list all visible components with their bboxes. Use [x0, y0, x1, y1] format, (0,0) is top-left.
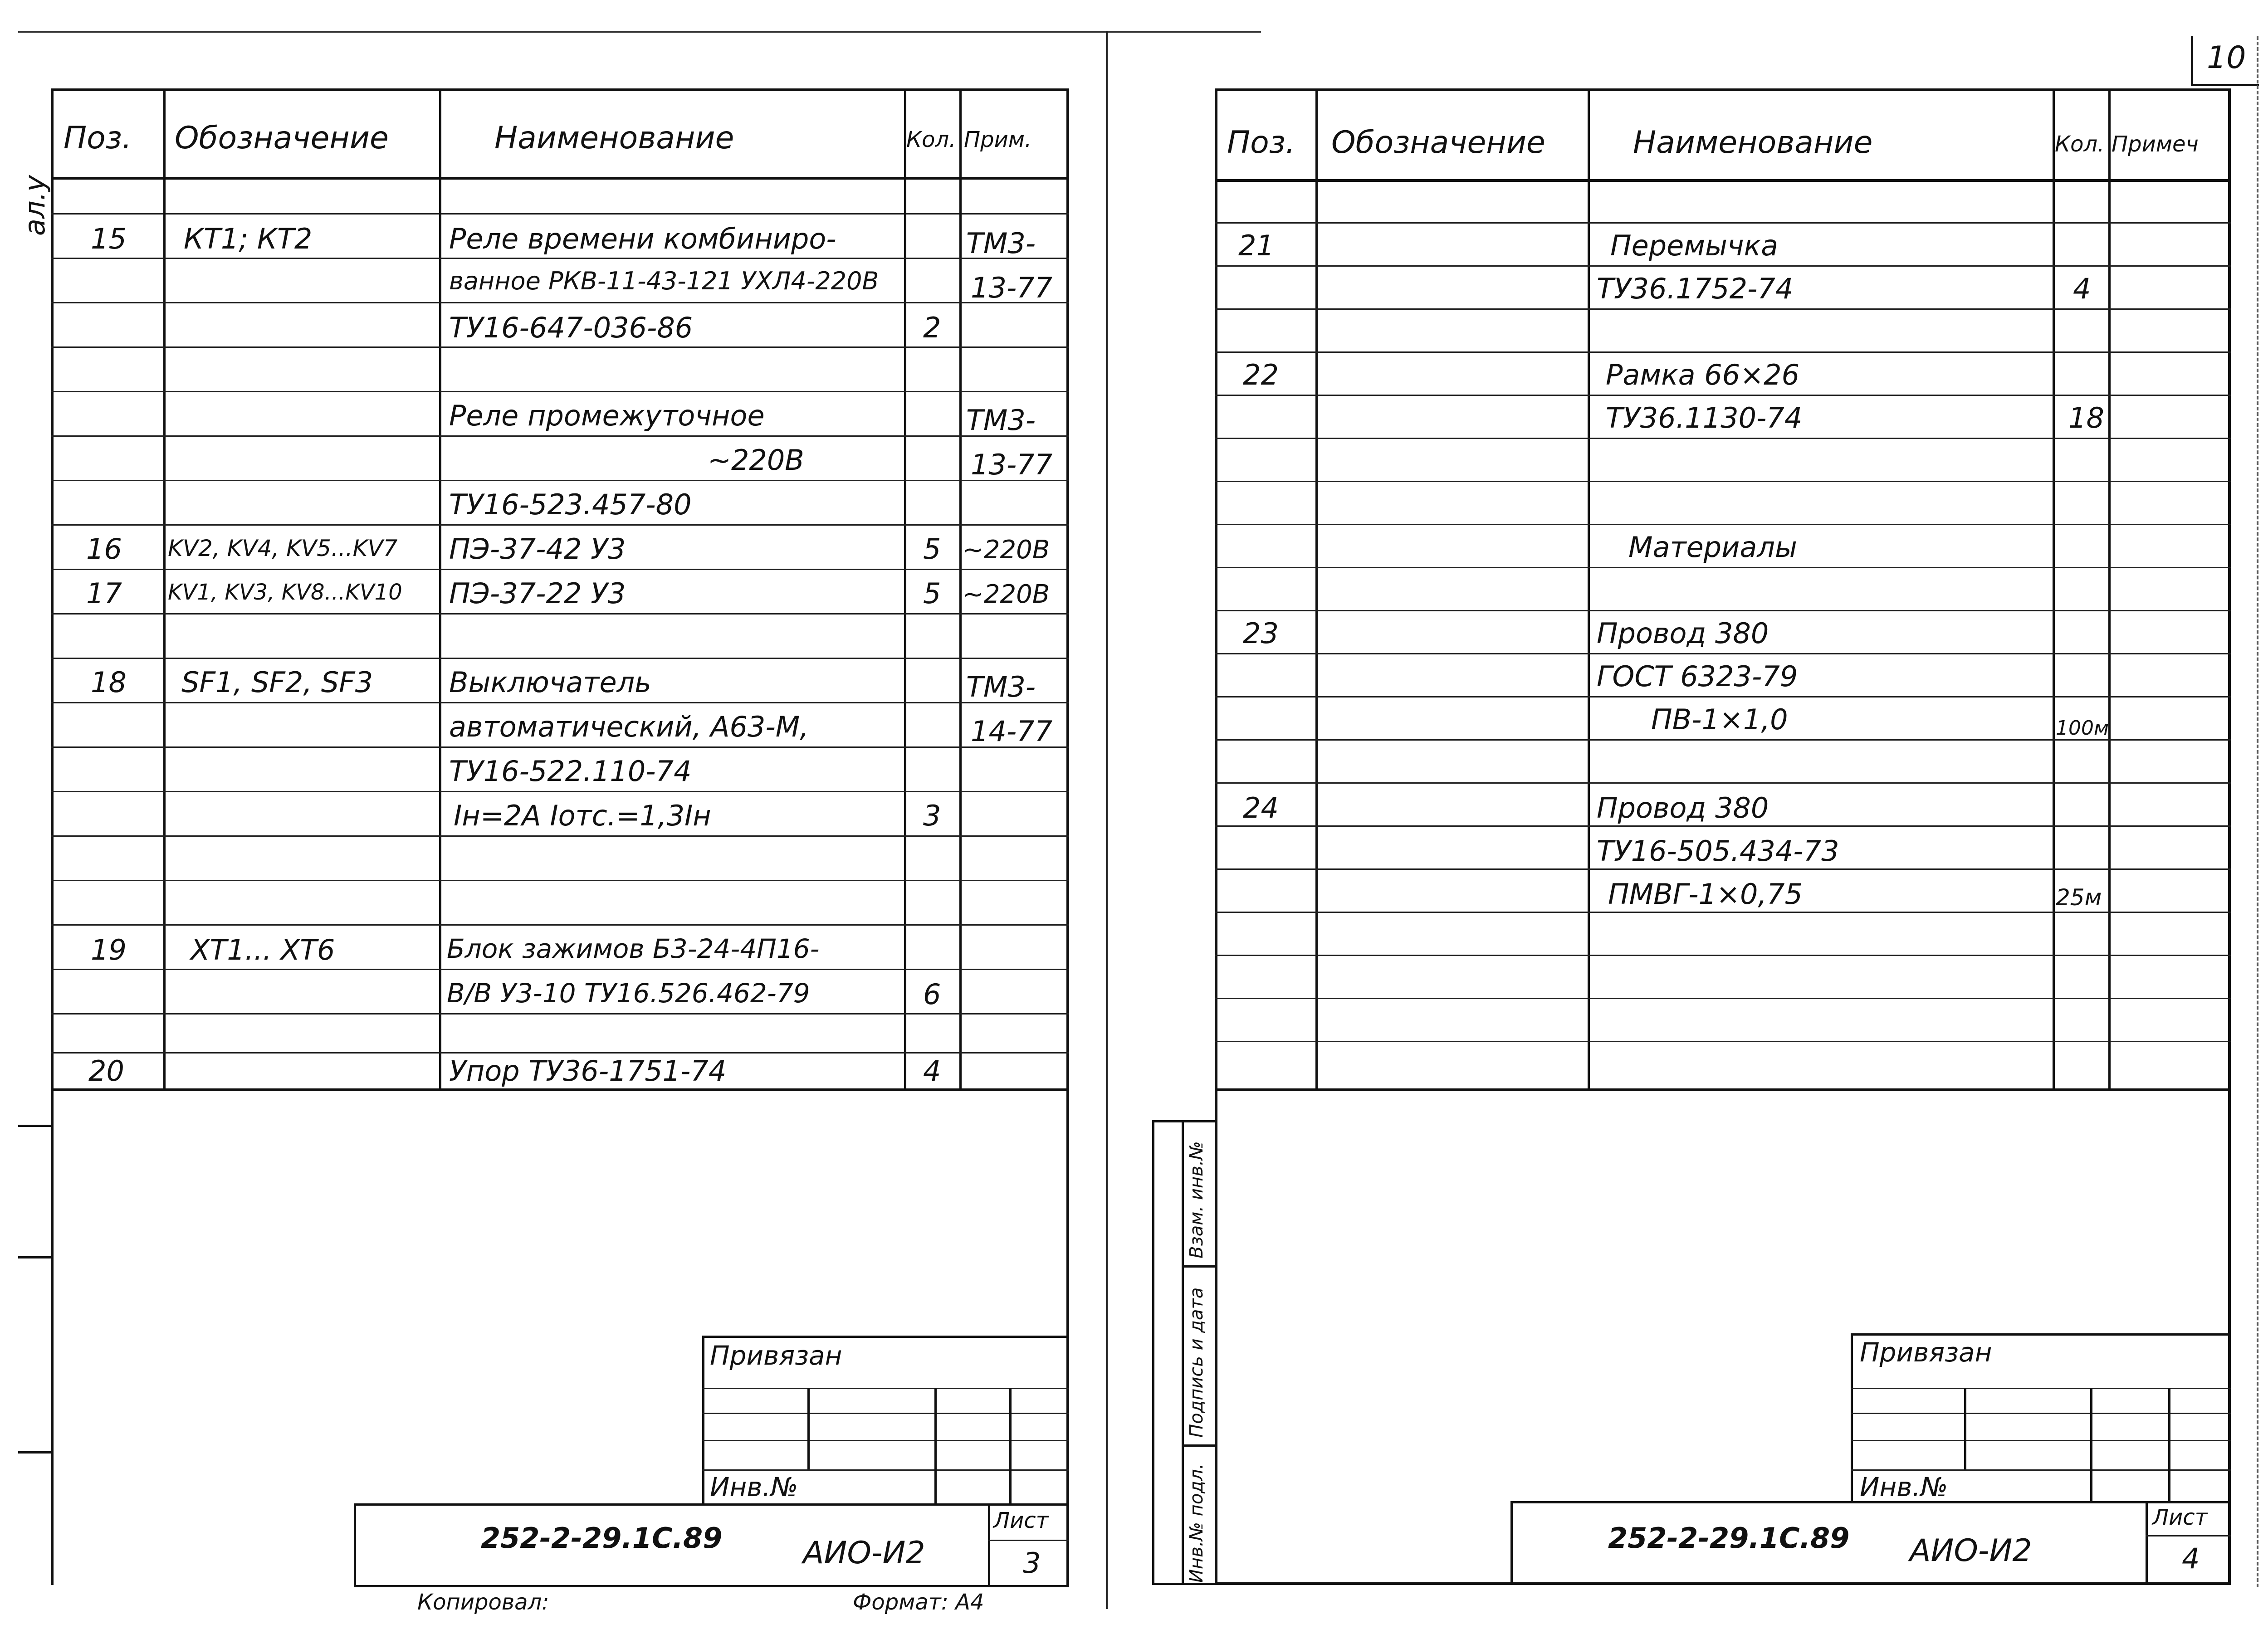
right-row-line [1215, 912, 2231, 913]
right-row-line [1215, 653, 2231, 654]
item-15-name-1: Реле времени комбиниро- [449, 222, 836, 255]
right-stamp-inv: Инв.№ [1860, 1472, 1948, 1502]
item-15-qty: 2 [923, 311, 941, 344]
right-stamp-line [1851, 1469, 2231, 1471]
item-18-name-4: Ін=2А Іотс.=1,3Ін [454, 799, 711, 832]
page-number: 10 [2207, 40, 2246, 76]
item-24-name-1: Провод 380 [1597, 791, 1769, 824]
right-sheet-no-line [2146, 1535, 2231, 1536]
right-stamp-title: АИО-И2 [1910, 1533, 2032, 1569]
left-stamp-line [702, 1440, 1069, 1441]
item-18-pos: 18 [91, 666, 127, 699]
item-19-name-2: В/В У3-10 ТУ16.526.462-79 [447, 978, 810, 1009]
item-17-note: ~220В [963, 580, 1050, 609]
left-row-line [51, 702, 1069, 703]
left-row-line [51, 391, 1069, 392]
right-stamp-line [1851, 1413, 2231, 1414]
left-row-line [51, 346, 1069, 348]
item-21-name-2: ТУ36.1752-74 [1597, 272, 1794, 305]
right-row-line [1215, 782, 2231, 784]
item-22-pos: 22 [1243, 358, 1279, 391]
left-row-line [51, 880, 1069, 881]
item-24-pos: 24 [1243, 791, 1279, 824]
item-17-pos: 17 [86, 577, 122, 610]
item-17-qty: 5 [923, 577, 941, 610]
right-row-line [1215, 265, 2231, 267]
left-row-line [51, 569, 1069, 570]
left-header-note: Прим. [964, 127, 1032, 152]
left-row-line [51, 658, 1069, 659]
center-fold-line [1106, 31, 1108, 1609]
item-19-qty: 6 [923, 978, 941, 1011]
side-label-sep [1182, 1444, 1215, 1447]
left-row-line [51, 435, 1069, 437]
item-24-qty: 25м [2056, 884, 2102, 911]
right-stamp-line [1851, 1388, 2231, 1389]
left-header-qty: Кол. [906, 127, 956, 152]
item-22-qty: 18 [2068, 401, 2104, 434]
right-col-divider [2053, 88, 2055, 1088]
item-15-name-3: ТУ16-647-036-86 [449, 311, 693, 344]
left-stamp-bound: Привязан [710, 1340, 842, 1371]
item-15-designation: КТ1; КТ2 [184, 222, 313, 255]
left-stamp-code: 252-2-29.1С.89 [481, 1522, 723, 1555]
item-23-name-2: ГОСТ 6323-79 [1597, 660, 1798, 693]
left-row-line [51, 1052, 1069, 1054]
right-header-divider [1215, 179, 2231, 182]
left-row-line [51, 835, 1069, 837]
left-stamp-vline [1009, 1388, 1012, 1503]
item-15-name-2: ванное РКВ-11-43-121 УХЛ4-220В [449, 267, 879, 295]
item-23-name-1: Провод 380 [1597, 617, 1769, 650]
item-19-pos: 19 [91, 933, 127, 966]
item-22-name-1: Рамка 66×26 [1606, 358, 1800, 391]
right-stamp-sheet-label: Лист [2152, 1505, 2208, 1530]
left-col-divider [904, 88, 906, 1088]
left-row-line [51, 213, 1069, 215]
right-stamp-bound: Привязан [1860, 1337, 1992, 1368]
item-20-pos: 20 [88, 1054, 124, 1088]
item-17-name: ПЭ-37-22 У3 [449, 577, 626, 610]
margin-note: ал.у [18, 175, 51, 236]
top-rule [18, 31, 1261, 33]
item-18-qty: 3 [923, 799, 941, 832]
right-col-divider [2108, 88, 2111, 1088]
left-row-line [51, 258, 1069, 259]
item-19-designation: ХТ1... ХТ6 [191, 933, 335, 966]
left-row-line [51, 302, 1069, 303]
right-row-line [1215, 610, 2231, 611]
right-edge-line [2257, 36, 2258, 1587]
right-row-line [1215, 438, 2231, 439]
relay-name-1: Реле промежуточное [449, 399, 765, 432]
right-row-line [1215, 395, 2231, 396]
right-header-designation: Обозначение [1331, 125, 1545, 161]
side-label-inv-orig: Инв.№ подл. [1186, 1463, 1207, 1583]
left-header-pos: Поз. [64, 120, 132, 156]
left-row-line [51, 924, 1069, 926]
right-header-pos: Поз. [1227, 125, 1295, 161]
left-table-bottom [51, 1088, 1069, 1091]
item-19-name-1: Блок зажимов Б3-24-4П16- [447, 933, 820, 964]
side-label-replace-inv: Взам. инв.№ [1186, 1141, 1207, 1258]
left-stamp-line [702, 1469, 1069, 1471]
right-stamp-sheet-no: 4 [2182, 1542, 2200, 1575]
item-16-pos: 16 [86, 532, 122, 566]
item-24-name-2: ТУ16-505.434-73 [1597, 834, 1839, 868]
left-footer-format: Формат: А4 [853, 1590, 984, 1615]
left-row-line [51, 746, 1069, 748]
side-label-sign-date: Подпись и дата [1186, 1287, 1207, 1438]
item-21-name-1: Перемычка [1610, 229, 1779, 262]
item-20-name: Упор ТУ36-1751-74 [449, 1054, 727, 1088]
item-18-name-2: автоматический, А63-М, [449, 710, 809, 743]
right-col-divider [1315, 88, 1318, 1088]
relay-note-2: 13-77 [971, 448, 1053, 481]
binding-mark [18, 1451, 52, 1454]
left-footer-copied: Копировал: [417, 1590, 549, 1615]
left-stamp-sheet-label: Лист [993, 1508, 1049, 1533]
right-row-line [1215, 481, 2231, 482]
item-15-note-2: 13-77 [971, 271, 1053, 304]
right-stamp-vline [2090, 1388, 2092, 1503]
item-18-note-2: 14-77 [971, 715, 1053, 748]
left-header-divider [51, 177, 1069, 180]
right-header-qty: Кол. [2055, 132, 2105, 157]
left-stamp-line [702, 1388, 1069, 1389]
item-16-note: ~220В [963, 535, 1050, 565]
left-row-line [51, 969, 1069, 970]
materials-heading: Материалы [1628, 531, 1797, 564]
right-row-line [1215, 868, 2231, 870]
relay-name-3: ТУ16-523.457-80 [449, 488, 692, 521]
left-stamp-vline [934, 1388, 937, 1503]
binding-mark [18, 1256, 52, 1258]
left-sheet-no-line [988, 1540, 1069, 1541]
item-23-qty: 100м [2056, 717, 2109, 740]
left-row-line [51, 1013, 1069, 1015]
right-row-line [1215, 998, 2231, 999]
item-21-pos: 21 [1238, 229, 1274, 262]
right-row-line [1215, 308, 2231, 310]
right-row-line [1215, 567, 2231, 568]
right-stamp-vline [2168, 1388, 2170, 1503]
relay-name-2: ~220В [708, 444, 804, 477]
right-row-line [1215, 524, 2231, 525]
item-18-name-1: Выключатель [449, 666, 651, 699]
side-label-sep [1182, 1265, 1215, 1268]
item-17-designation: KV1, KV3, KV8...KV10 [168, 580, 402, 605]
item-16-name: ПЭ-37-42 У3 [449, 532, 626, 566]
left-row-line [51, 524, 1069, 526]
item-18-name-3: ТУ16-522.110-74 [449, 755, 692, 788]
right-stamp-line [1851, 1440, 2231, 1441]
left-col-divider [439, 88, 441, 1088]
left-col-divider [959, 88, 962, 1088]
left-stamp-vline [807, 1388, 810, 1469]
right-row-line [1215, 222, 2231, 224]
left-row-line [51, 480, 1069, 481]
right-row-line [1215, 696, 2231, 697]
right-header-name: Наименование [1633, 125, 1873, 161]
left-sheet-no-divider [988, 1503, 990, 1587]
item-24-name-3: ПМВГ-1×0,75 [1608, 878, 1803, 911]
left-col-divider [163, 88, 166, 1088]
item-16-designation: KV2, KV4, KV5...KV7 [168, 535, 398, 561]
left-stamp-inv: Инв.№ [710, 1472, 798, 1502]
relay-note-1: ТМ3- [966, 404, 1036, 437]
right-table-bottom [1215, 1088, 2231, 1091]
binding-mark [18, 1125, 52, 1127]
left-row-line [51, 791, 1069, 792]
right-sheet-no-divider [2146, 1501, 2148, 1585]
item-18-designation: SF1, SF2, SF3 [181, 666, 373, 699]
right-row-line [1215, 825, 2231, 827]
item-22-name-2: ТУ36.1130-74 [1606, 401, 1803, 434]
right-stamp-code: 252-2-29.1С.89 [1608, 1522, 1850, 1555]
side-label-divider [1182, 1120, 1184, 1585]
left-header-designation: Обозначение [175, 120, 389, 156]
item-23-pos: 23 [1243, 617, 1279, 650]
left-stamp-line [702, 1413, 1069, 1414]
item-23-name-3: ПВ-1×1,0 [1651, 703, 1788, 736]
item-21-qty: 4 [2073, 272, 2091, 305]
item-15-note-1: ТМ3- [966, 227, 1036, 260]
item-18-note-1: ТМ3- [966, 670, 1036, 703]
item-15-pos: 15 [91, 222, 127, 255]
left-stamp-title: АИО-И2 [803, 1535, 925, 1571]
item-16-qty: 5 [923, 532, 941, 566]
right-row-line [1215, 351, 2231, 353]
right-col-divider [1588, 88, 1590, 1088]
right-row-line [1215, 1041, 2231, 1042]
item-20-qty: 4 [923, 1054, 941, 1088]
right-stamp-vline [1964, 1388, 1966, 1469]
right-row-line [1215, 955, 2231, 956]
right-header-note: Примеч [2112, 132, 2199, 157]
left-header-name: Наименование [494, 120, 734, 156]
left-row-line [51, 613, 1069, 615]
left-stamp-sheet-no: 3 [1023, 1546, 1041, 1580]
